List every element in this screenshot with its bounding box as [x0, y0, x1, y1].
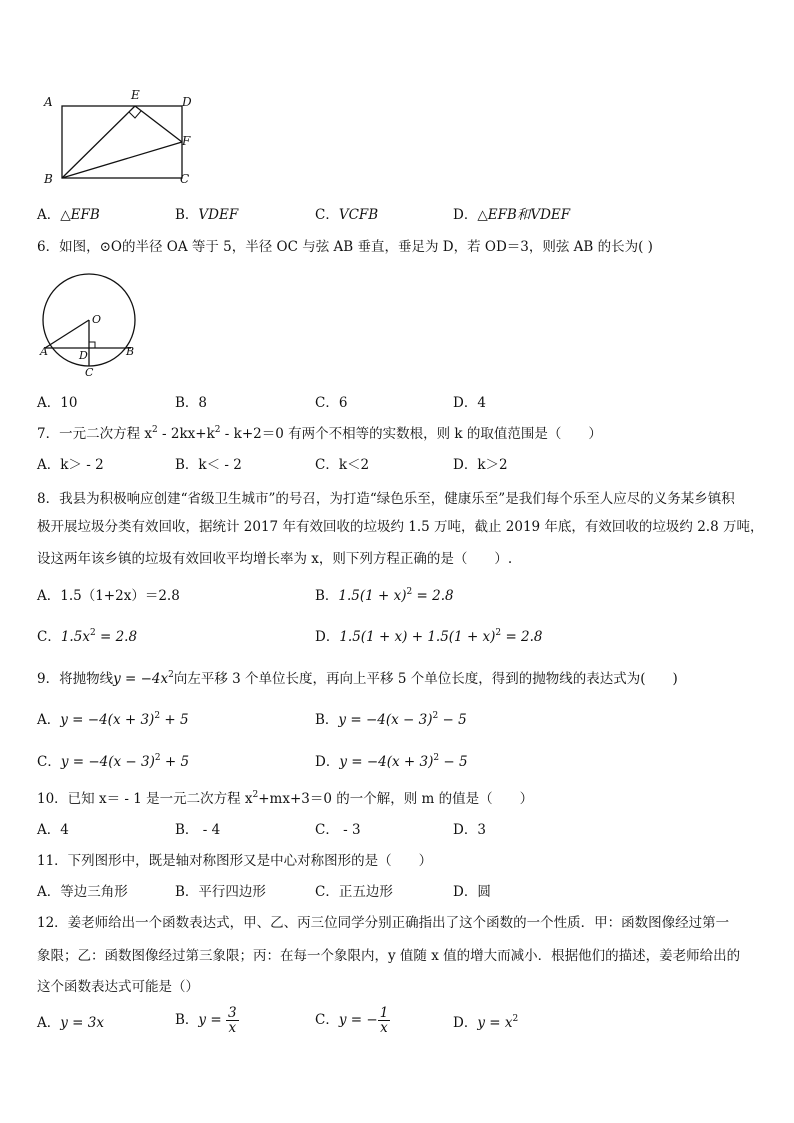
label-c: C	[180, 172, 190, 186]
label-b: B	[126, 345, 135, 358]
q10-option-d: D．3	[453, 822, 486, 838]
q7-option-b: B．k＜ - 2	[175, 457, 242, 473]
q8-stem-line3: 设这两年该乡镇的垃圾有效回收平均增长率为 x，则下列方程正确的是（ ）.	[37, 551, 513, 567]
q11-option-b: B．平行四边形	[175, 884, 266, 900]
q5-option-a: A．△EFB	[37, 207, 100, 223]
label-a: A	[40, 345, 48, 358]
label-c: C	[85, 366, 94, 379]
q6-option-b: B．8	[175, 395, 208, 411]
q5-option-b: B．VDEF	[175, 207, 239, 223]
q12-stem-line2: 象限；乙：函数图像经过第三象限；丙：在每一个象限内，y 值随 x 值的增大而减小．根据他们的描述，姜老师给出的	[37, 948, 741, 964]
q12-stem-line1: 12．姜老师给出一个函数表达式，甲、乙、丙三位同学分别正确指出了这个函数的一个性质．甲：函数图像经过第一	[37, 915, 730, 931]
q12-stem-line3: 这个函数表达式可能是（）	[37, 979, 199, 995]
fraction-1-over-x: $\frac{1}{x}$	[379, 1005, 389, 1036]
label-d: D	[79, 349, 88, 362]
q12-option-b: B．y = $\frac{3}{x}$	[175, 1005, 237, 1036]
q12-option-d: D．$y = x^2$	[453, 1014, 519, 1031]
q8-stem-line2: 极开展垃圾分类有效回收，据统计 2017 年有效回收的垃圾约 1.5 万吨，截止 2019 年底，有效回收的垃圾约 2.8 万吨，	[37, 519, 764, 535]
label-b: B	[44, 172, 53, 186]
q7-option-d: D．k＞2	[453, 457, 508, 473]
q8-option-a: A．1.5（1+2x）＝2.8	[37, 588, 180, 604]
q9-option-b: B．$y = -4(x - 3)^2 - 5$	[315, 711, 467, 728]
q11-stem: 11．下列图形中，既是轴对称图形又是中心对称图形的是（ ）	[37, 853, 433, 869]
q6-stem: 6．如图，⊙O的半径 OA 等于 5，半径 OC 与弦 AB 垂直，垂足为 D，若 OD＝3，则弦 AB 的长为( )	[37, 239, 653, 255]
q10-stem: 10．已知 x＝ - 1 是一元二次方程 $x^2+mx+3=0$ 的一个解，则 m 的值是（ ）	[37, 790, 534, 807]
rectangle-abcd	[62, 106, 182, 178]
q10-option-c: C． - 3	[315, 822, 361, 838]
fraction-3-over-x: $\frac{3}{x}$	[227, 1005, 237, 1036]
circle-figure	[36, 268, 136, 380]
q6-option-d: D．4	[453, 395, 486, 411]
q6-option-c: C．6	[315, 395, 348, 411]
q8-option-b: B．$1.5(1 + x)^2 = 2.8$	[315, 587, 454, 604]
q12-option-c: C．y = − $\frac{1}{x}$	[315, 1005, 389, 1036]
right-angle-mark	[129, 111, 141, 118]
q11-option-d: D．圆	[453, 884, 491, 900]
label-d: D	[182, 95, 192, 109]
q8-option-c: C．$1.5x^2 = 2.8$	[37, 628, 138, 645]
q8-option-d: D．$1.5(1 + x) + 1.5(1 + x)^2 = 2.8$	[315, 628, 543, 645]
q12-option-a: A．y = 3x	[37, 1015, 104, 1031]
q7-stem: 7．一元二次方程 $x^2 - 2kx+k^2 - k+2=0$ 有两个不相等的实数根，则 k 的取值范围是（ ）	[37, 425, 602, 442]
right-angle-mark	[89, 342, 95, 348]
q7-option-c: C．k＜2	[315, 457, 370, 473]
q8-stem-line1: 8．我县为积极响应创建“省级卫生城市”的号召，为打造“绿色乐至，健康乐至”是我们每个乐至人应尽的义务某乡镇积	[37, 491, 735, 507]
segment-ef	[135, 106, 182, 142]
label-o: O	[92, 313, 102, 326]
q9-option-c: C．$y = -4(x - 3)^2 + 5$	[37, 753, 190, 770]
label-a: A	[44, 95, 53, 109]
q10-option-b: B． - 4	[175, 822, 221, 838]
q11-option-a: A．等边三角形	[37, 884, 128, 900]
q9-option-a: A．$y = -4(x + 3)^2 + 5$	[37, 711, 189, 728]
label-e: E	[131, 88, 140, 102]
q9-stem: 9．将抛物线$y = -4x^2$向左平移 3 个单位长度，再向上平移 5 个单位长度，得到的抛物线的表达式为( )	[37, 670, 678, 687]
q5-option-d: D．△EFB和VDEF	[453, 207, 571, 223]
rectangle-figure	[40, 88, 200, 188]
label-f: F	[182, 134, 191, 148]
q6-option-a: A．10	[37, 395, 78, 411]
radius-oa	[45, 320, 89, 348]
q7-option-a: A．k＞ - 2	[37, 457, 104, 473]
q10-option-a: A．4	[37, 822, 69, 838]
q11-option-c: C．正五边形	[315, 884, 393, 900]
q5-option-c: C．VCFB	[315, 207, 379, 223]
q9-option-d: D．$y = -4(x + 3)^2 - 5$	[315, 753, 468, 770]
